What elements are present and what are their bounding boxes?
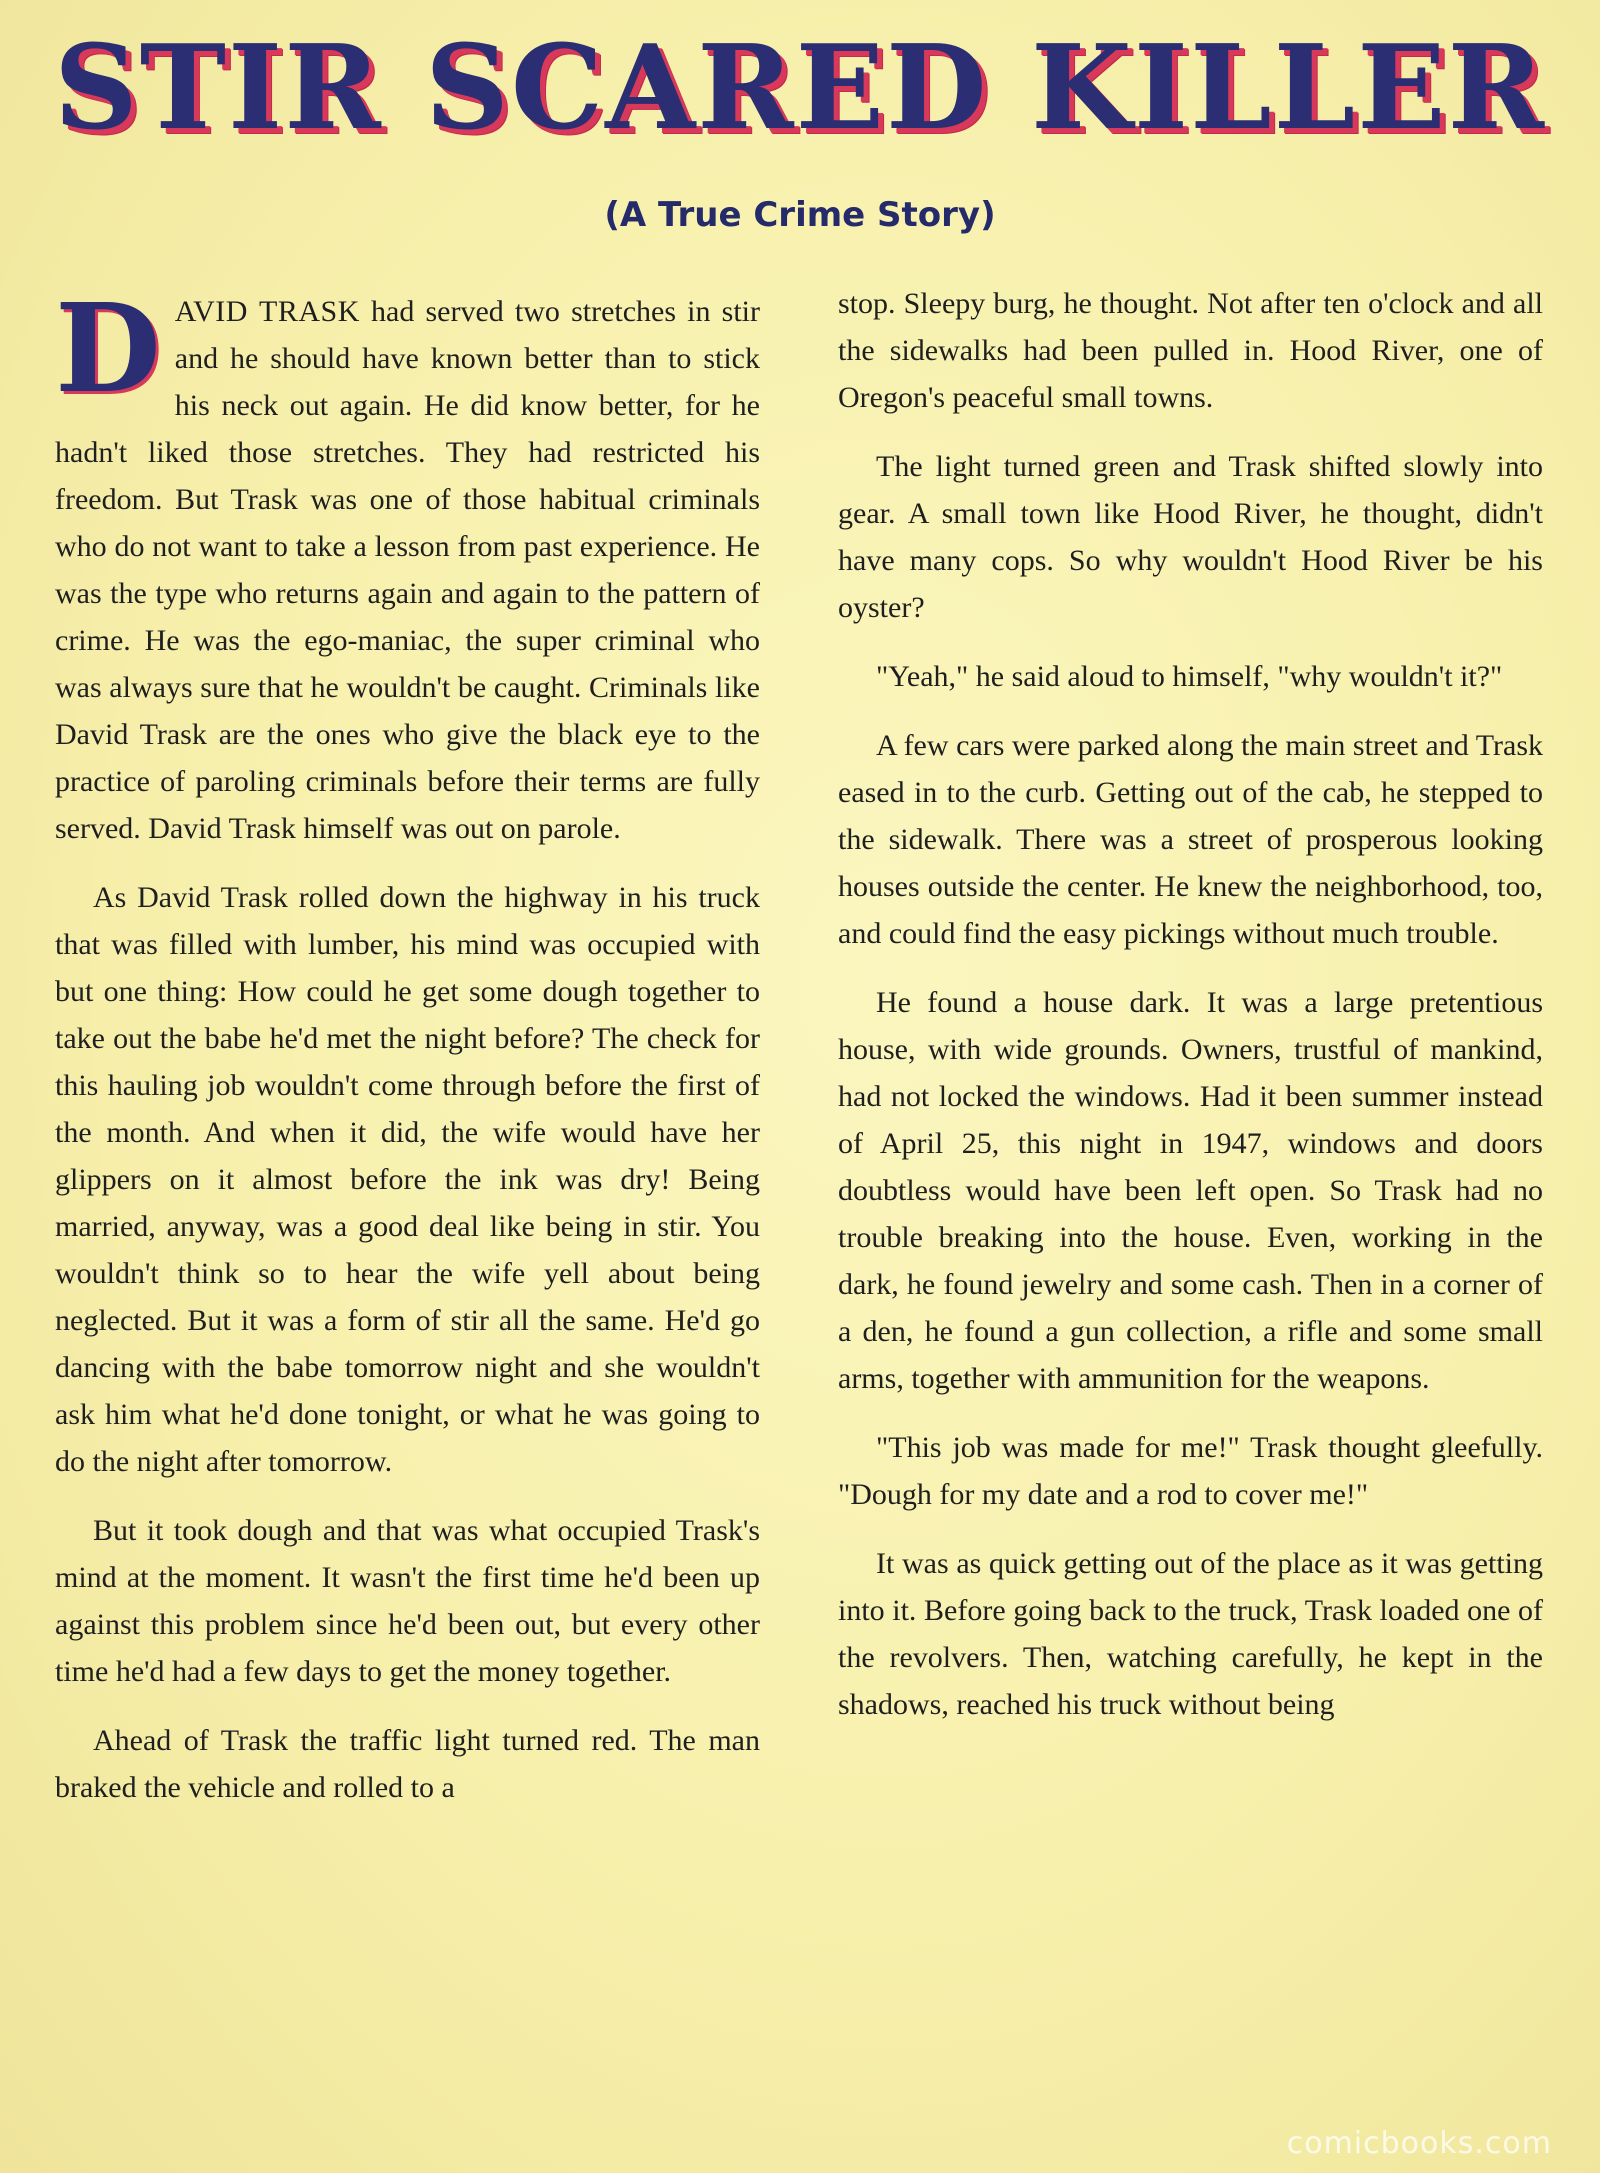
paragraph: A few cars were parked along the main street and Trask eased in to the curb. Getting out of the cab, he stepped to the sidewalk. There was a street of prosperous looking houses outside the center. He knew the neighborhood, too, and could find the easy pickings without much trouble. xyxy=(838,729,1543,950)
paragraph: stop. Sleepy burg, he thought. Not after ten o'clock and all the sidewalks had been pulled in. Hood River, one of Oregon's peaceful small towns. xyxy=(838,287,1543,414)
drop-cap: D xyxy=(55,276,161,420)
paragraph: "Yeah," he said aloud to himself, "why wouldn't it?" xyxy=(876,660,1503,693)
paragraph: But it took dough and that was what occupied Trask's mind at the moment. It wasn't the first time he'd been up against this problem since he'd been out, but every other time he'd had a few days to get the money together. xyxy=(55,1514,760,1688)
paragraph: He found a house dark. It was a large pretentious house, with wide grounds. Owners, trustful of mankind, had not locked the windows. Had it been summer instead of April 25, this night in 1947, windows and doors doubtless would have been left open. So Trask had no trouble breaking into the house. Even, working in the dark, he found jewelry and some cash. Then in a corner of a den, he found a gun collection, a rifle and some small arms, together with ammunition for the weapons. xyxy=(838,986,1543,1395)
paragraph: The light turned green and Trask shifted slowly into gear. A small town like Hood River, he thought, didn't have many cops. So why wouldn't Hood River be his oyster? xyxy=(838,450,1543,624)
right-column xyxy=(838,280,1543,1750)
lead-caps: AVID TRASK xyxy=(174,295,360,328)
paragraph xyxy=(55,276,760,852)
story-title: STIR SCARED KILLER xyxy=(53,20,1547,156)
watermark: comicbooks.com xyxy=(1286,2126,1552,2161)
paragraph: "This job was made for me!" Trask thought gleefully. "Dough for my date and a rod to cover me!" xyxy=(838,1431,1543,1511)
story-subtitle: (A True Crime Story) xyxy=(604,195,996,235)
paragraph: As David Trask rolled down the highway in his truck that was filled with lumber, his mind was occupied with but one thing: How could he get some dough together to take out the babe he'd met the night before? The check for this hauling job wouldn't come through before the first of the month. And when it did, the wife would have her glippers on it almost before the ink was dry! Being married, anyway, was a good deal like being in stir. You wouldn't think so to hear the wife yell about being neglected. But it was a form of stir all the same. He'd go dancing with the babe tomorrow night and she wouldn't ask him what he'd done tonight, or what he was going to do the night after tomorrow. xyxy=(55,881,760,1478)
left-column xyxy=(55,276,760,1833)
paragraph: Ahead of Trask the traffic light turned red. The man braked the vehicle and rolled to a xyxy=(55,1724,760,1804)
paragraph: It was as quick getting out of the place as it was getting into it. Before going back to the truck, Trask loaded one of the revolvers. Then, watching carefully, he kept in the shadows, reached his truck without being xyxy=(838,1547,1543,1721)
paragraph-text: had served two stretches in stir and he should have known better than to stick his neck out again. He did know better, for he hadn't liked those stretches. They had restricted his freedom. But Trask was one of those habitual criminals who do not want to take a lesson from past experience. He was the type who returns again and again to the pattern of crime. He was the ego-maniac, the super criminal who was always sure that he wouldn't be caught. Criminals like David Trask are the ones who give the black eye to the practice of paroling criminals before their terms are fully served. David Trask himself was out on parole. xyxy=(55,295,760,845)
